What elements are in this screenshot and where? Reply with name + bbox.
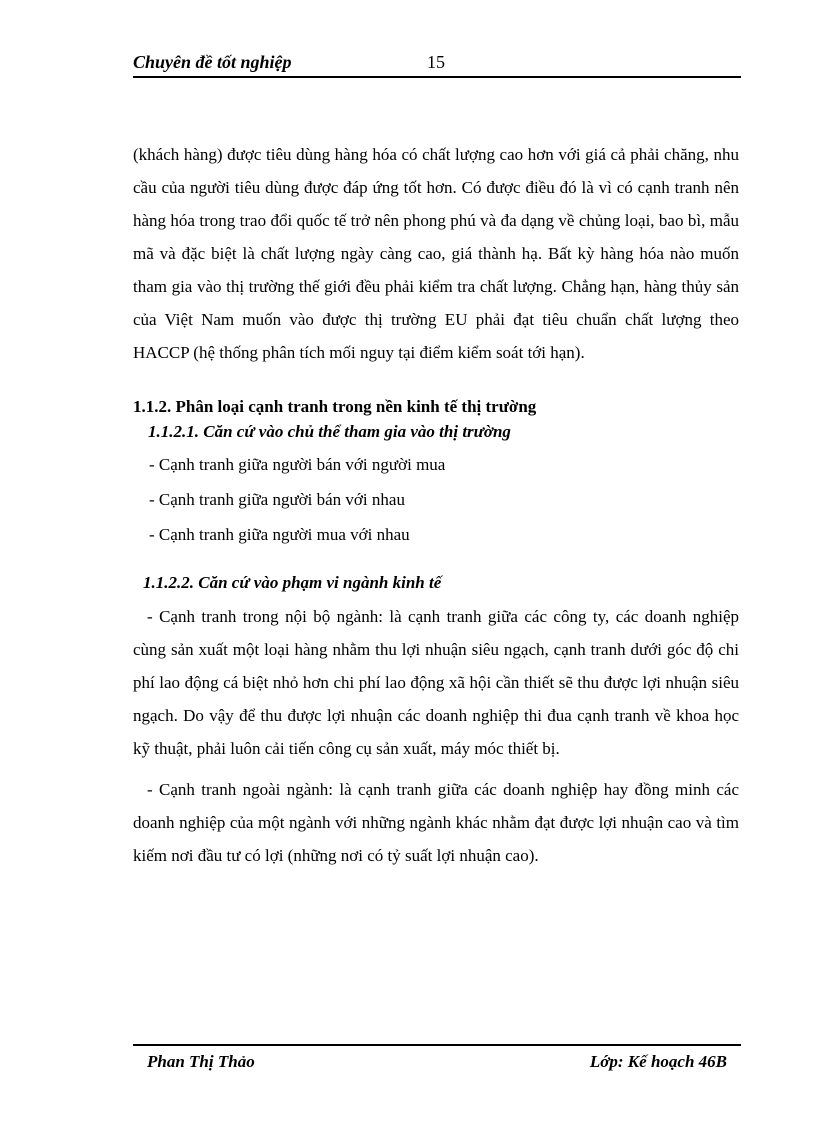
list-item: - Cạnh tranh giữa người mua với nhau bbox=[149, 525, 410, 544]
paragraph-internal-competition: - Cạnh tranh trong nội bộ ngành: là cạnh tranh giữa các công ty, các doanh nghiệp cùng sản xuất một loại hàng nhằm thu lợi nhuận siêu ngạch, cạnh tranh dưới góc độ chi phí lao động cá biệt nhỏ hơn chi phí lao động xã hội cần thiết sẽ thu được lợi nhuận siêu ngạch. Do vậy để thu được lợi nhuận các doanh nghiệp thi đua cạnh tranh về khoa học kỹ thuật, phải luôn cải tiến công cụ sản xuất, máy móc thiết bị. bbox=[133, 607, 739, 758]
subsection-heading-1-1-2-1: 1.1.2.1. Căn cứ vào chủ thể tham gia vào thị trường bbox=[148, 422, 511, 441]
paragraph-external-competition: - Cạnh tranh ngoài ngành: là cạnh tranh giữa các doanh nghiệp hay đồng minh các doanh nghiệp của một ngành với những ngành khác nhằm đạt được lợi nhuận cao và tìm kiếm nơi đầu tư có lợi (những nơi có tỷ suất lợi nhuận cao). bbox=[133, 780, 739, 865]
page-body bbox=[133, 138, 739, 872]
subsection-body bbox=[133, 600, 739, 872]
page-number: 15 bbox=[427, 52, 445, 72]
competition-types-list bbox=[133, 447, 739, 552]
subsection-heading-1-1-2-2: 1.1.2.2. Căn cứ vào phạm vi ngành kinh tế bbox=[143, 573, 442, 592]
list-item: - Cạnh tranh giữa người bán với nhau bbox=[149, 490, 405, 509]
header-divider bbox=[133, 76, 741, 78]
author-name: Phan Thị Thảo bbox=[147, 1052, 255, 1071]
footer-divider bbox=[133, 1044, 741, 1046]
page-header bbox=[133, 52, 741, 78]
section-heading-1-1-2: 1.1.2. Phân loại cạnh tranh trong nền kinh tế thị trường bbox=[133, 397, 537, 416]
intro-paragraph: (khách hàng) được tiêu dùng hàng hóa có chất lượng cao hơn với giá cả phải chăng, nhu cầu của người tiêu dùng được đáp ứng tốt hơn. Có được điều đó là vì có cạnh tranh nên hàng hóa trong trao đổi quốc tế trở nên phong phú và đa dạng về chủng loại, bao bì, mẫu mã và đặc biệt là chất lượng ngày càng cao, giá thành hạ. Bất kỳ hàng hóa nào muốn tham gia vào thị trường thế giới đều phải kiểm tra chất lượng. Chẳng hạn, hàng thủy sản của Việt Nam muốn vào được thị trường EU phải đạt tiêu chuẩn chất lượng theo HACCP (hệ thống phân tích mối nguy tại điểm kiểm soát tới hạn). bbox=[133, 145, 739, 362]
list-item: - Cạnh tranh giữa người bán với người mua bbox=[149, 455, 446, 474]
class-label: Lớp: Kế hoạch 46B bbox=[589, 1052, 727, 1071]
document-title: Chuyên đề tốt nghiệp bbox=[133, 52, 292, 72]
